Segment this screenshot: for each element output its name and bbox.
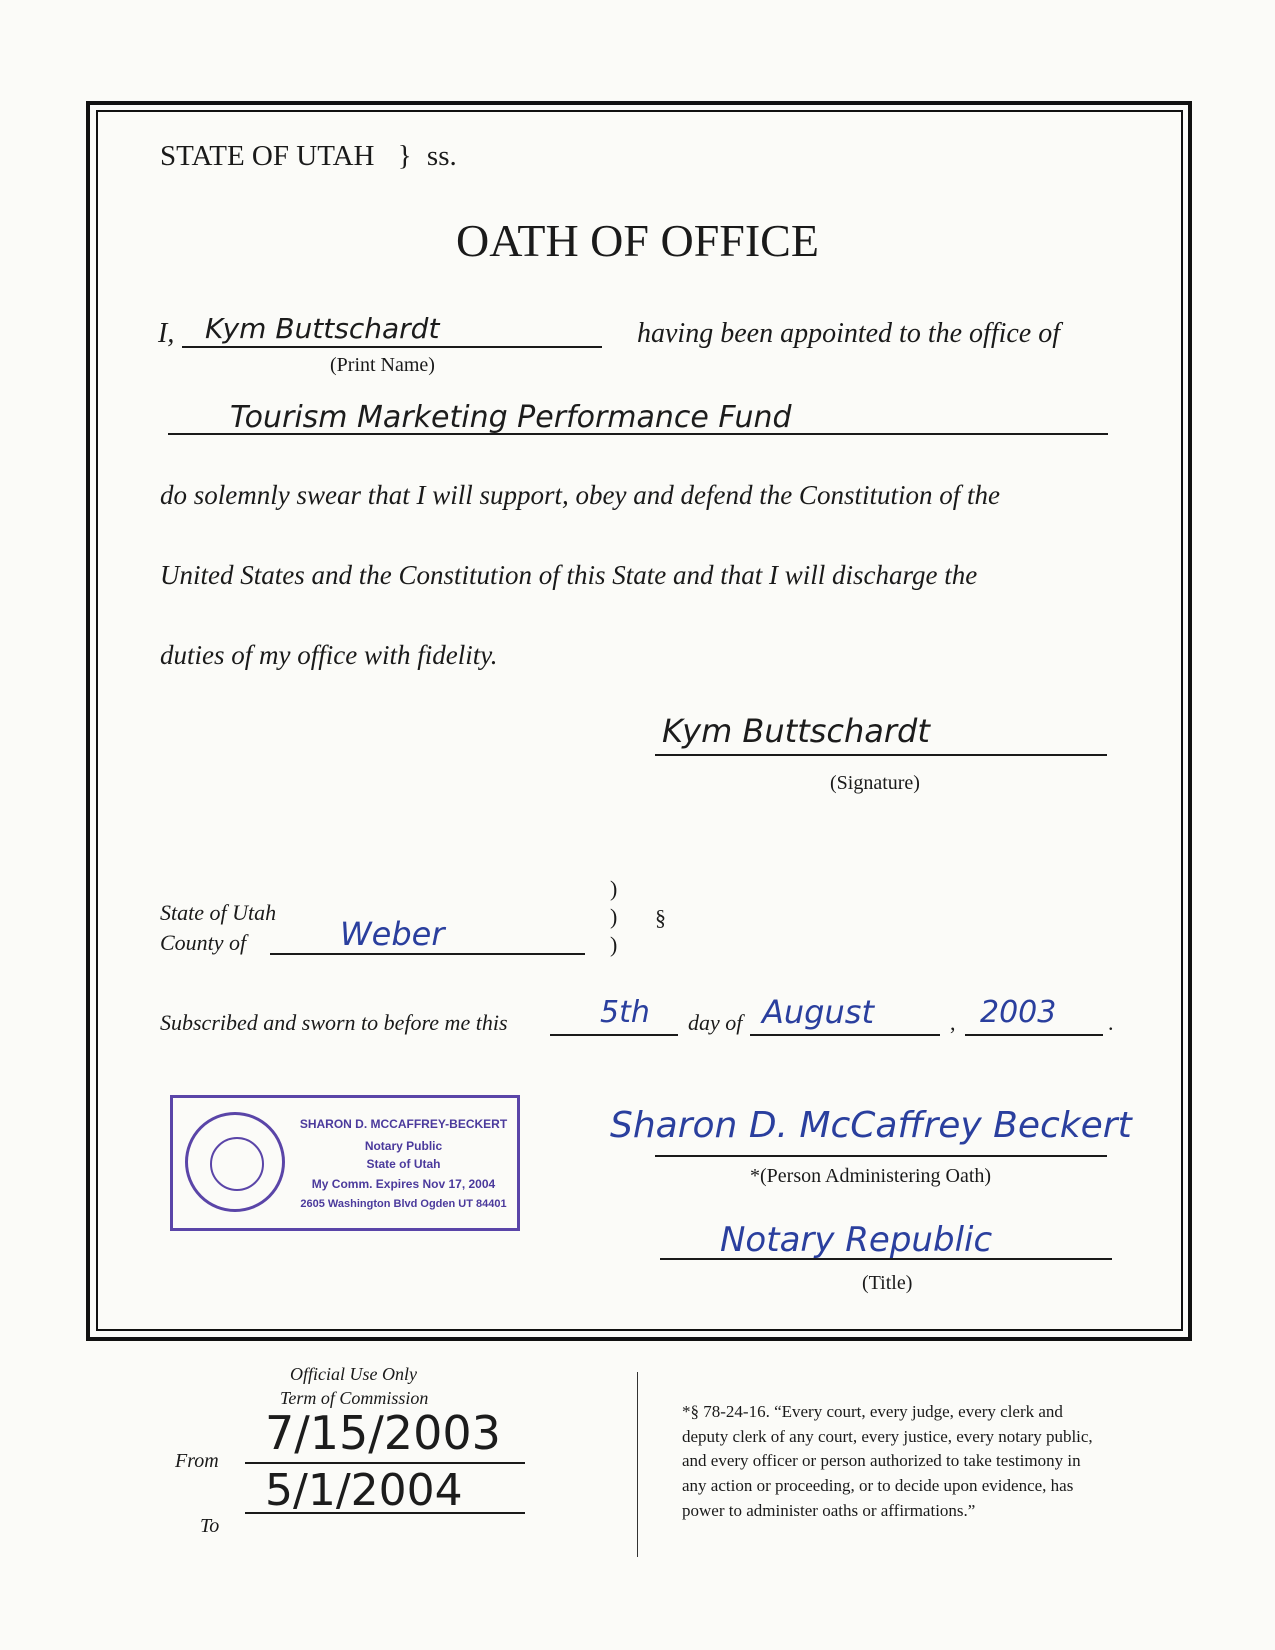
footnote-line-4: any action or proceeding, or to decide upon evidence, has bbox=[682, 1475, 1074, 1495]
month-line bbox=[750, 1034, 940, 1036]
notary-seal-icon bbox=[185, 1112, 285, 1212]
term-label: Term of Commission bbox=[280, 1388, 429, 1408]
state-heading-text: STATE OF UTAH bbox=[160, 140, 375, 172]
year-line bbox=[965, 1034, 1103, 1036]
from-value: 7/15/2003 bbox=[265, 1406, 501, 1460]
official-use-label: Official Use Only bbox=[290, 1364, 417, 1384]
stamp-line-2: State of Utah bbox=[366, 1157, 441, 1171]
oath-line-2: United States and the Constitution of this State and that I will discharge the bbox=[160, 560, 978, 590]
heading-ss: ss. bbox=[426, 140, 457, 172]
month-value: August bbox=[762, 993, 874, 1031]
administrator-signature: Sharon D. McCaffrey Beckert bbox=[610, 1105, 1132, 1146]
from-line bbox=[245, 1462, 525, 1464]
heading-brace: } bbox=[397, 140, 412, 172]
signature-value: Kym Buttschardt bbox=[662, 712, 930, 750]
stamp-line-3: My Comm. Expires Nov 17, 2004 bbox=[311, 1177, 496, 1191]
oath-line-1: do solemnly swear that I will support, obey and defend the Constitution of the bbox=[160, 480, 1000, 510]
oath-prefix: I, bbox=[158, 318, 175, 349]
section-mark: § bbox=[655, 905, 666, 930]
print-name-label: (Print Name) bbox=[330, 354, 435, 376]
stamp-name: SHARON D. MCCAFFREY-BECKERT bbox=[299, 1117, 508, 1131]
office-value: Tourism Marketing Performance Fund bbox=[230, 400, 792, 435]
from-label: From bbox=[175, 1450, 219, 1472]
statute-footnote bbox=[682, 1400, 1202, 1523]
year-value: 2003 bbox=[980, 995, 1057, 1030]
period: . bbox=[1108, 1010, 1114, 1035]
county-value: Weber bbox=[340, 915, 445, 953]
paren-1: ) bbox=[610, 876, 618, 901]
day-line bbox=[550, 1034, 678, 1036]
paren-3: ) bbox=[610, 932, 618, 957]
footer-divider bbox=[637, 1372, 638, 1557]
appointment-continuation: having been appointed to the office of bbox=[637, 318, 1061, 349]
paren-2: ) bbox=[610, 904, 618, 929]
stamp-line-4: 2605 Washington Blvd Ogden UT 84401 bbox=[300, 1198, 507, 1210]
county-line bbox=[270, 953, 585, 955]
state-heading bbox=[160, 140, 457, 173]
venue-state-label: State of Utah bbox=[160, 900, 277, 925]
administrator-line bbox=[655, 1155, 1107, 1157]
print-name-value: Kym Buttschardt bbox=[205, 312, 440, 345]
subscribed-prefix: Subscribed and sworn to before me this bbox=[160, 1010, 508, 1035]
stamp-line-1: Notary Public bbox=[364, 1139, 443, 1153]
oath-line-3: duties of my office with fidelity. bbox=[160, 640, 498, 670]
signature-label: (Signature) bbox=[830, 772, 920, 794]
title-label: (Title) bbox=[862, 1272, 913, 1294]
footnote-line-1: *§ 78-24-16. “Every court, every judge, every clerk and bbox=[682, 1402, 1063, 1421]
title-value: Notary Republic bbox=[720, 1220, 993, 1260]
page-title: OATH OF OFFICE bbox=[456, 215, 819, 266]
print-name-line bbox=[182, 346, 602, 348]
footnote-line-2: deputy clerk of any court, every justice, every notary public, bbox=[682, 1426, 1093, 1446]
day-of-label: day of bbox=[688, 1010, 743, 1035]
to-value: 5/1/2004 bbox=[265, 1465, 463, 1516]
administrator-label: *(Person Administering Oath) bbox=[750, 1165, 992, 1187]
footnote-line-5: power to administer oaths or affirmations.” bbox=[682, 1500, 976, 1520]
notary-stamp bbox=[170, 1095, 520, 1231]
day-value: 5th bbox=[600, 995, 650, 1030]
venue-county-label: County of bbox=[160, 930, 247, 955]
signature-line bbox=[655, 754, 1107, 756]
seal-center bbox=[210, 1137, 264, 1191]
venue-parens bbox=[610, 875, 617, 959]
footnote-line-3: and every officer or person authorized to take testimony in bbox=[682, 1451, 1081, 1471]
comma: , bbox=[950, 1010, 956, 1035]
to-label: To bbox=[200, 1515, 220, 1537]
